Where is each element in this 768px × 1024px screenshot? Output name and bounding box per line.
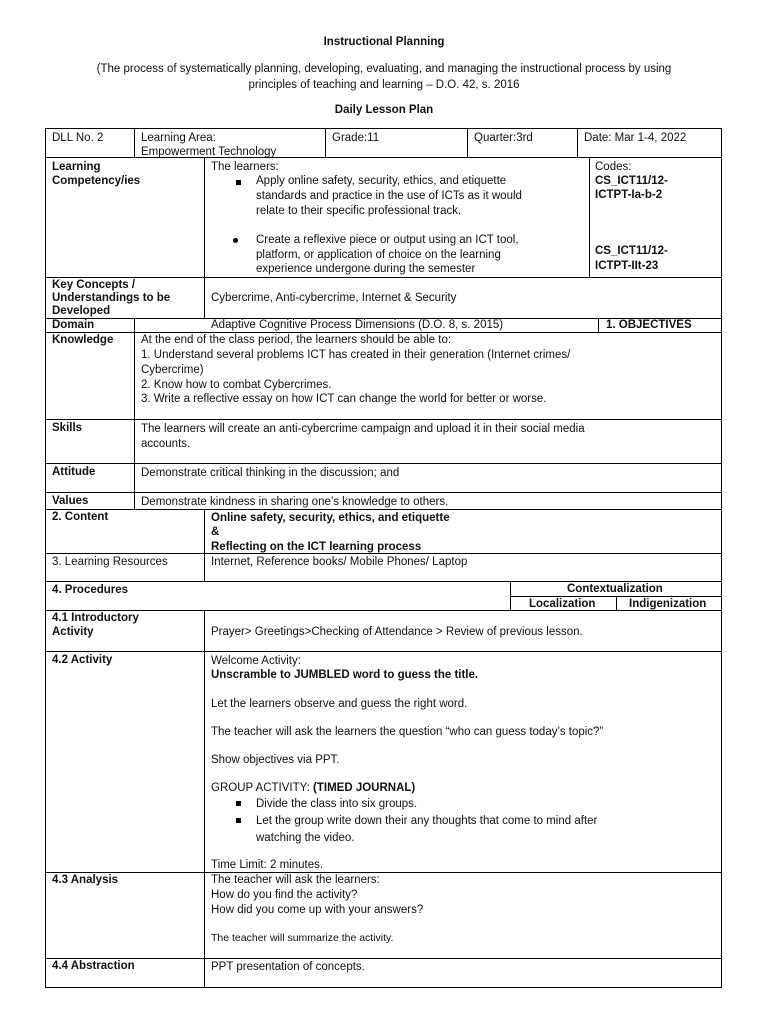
analysis-line1: The teacher will ask the learners: (211, 874, 380, 886)
intro-activity-value: Prayer> Greetings>Checking of Attendance > Review of previous lesson. (211, 626, 583, 638)
competency-item1-line2: standards and practice in the use of ICTs as it would (256, 190, 522, 202)
competency-item2-line2: platform, or application of choice on the learning (256, 249, 501, 261)
objectives-label: 1. OBJECTIVES (606, 319, 692, 331)
key-concepts-label-line1: Key Concepts / (52, 279, 136, 291)
competency-item1-line1: Apply online safety, security, ethics, and etiquette (256, 175, 507, 187)
analysis-label: 4.3 Analysis (52, 874, 119, 886)
localization-header: Localization (529, 598, 596, 610)
learning-area-value: Empowerment Technology (141, 146, 277, 158)
learning-area-label: Learning Area: (141, 132, 216, 144)
content-line3: Reflecting on the ICT learning process (211, 541, 422, 553)
doc-description-line2: principles of teaching and learning – D.O. 42, s. 2016 (248, 79, 520, 91)
activity-bullet1: Divide the class into six groups. (256, 798, 418, 810)
activity-time-limit: Time Limit: 2 minutes. (211, 859, 324, 871)
skills-line2: accounts. (141, 438, 191, 450)
intro-activity-label-line1: 4.1 Introductory (52, 612, 139, 624)
analysis-line4: The teacher will summarize the activity. (211, 932, 394, 944)
knowledge-label: Knowledge (52, 334, 114, 346)
knowledge-line3: Cybercrime) (141, 364, 204, 376)
knowledge-line4: 2. Know how to combat Cybercrimes. (141, 379, 332, 391)
content-label: 2. Content (52, 511, 109, 523)
activity-line2: Unscramble to JUMBLED word to guess the title. (211, 669, 479, 681)
activity-line1: Welcome Activity: (211, 655, 301, 667)
activity-bullet2-line2: watching the video. (256, 832, 355, 844)
activity-line3: Let the learners observe and guess the right word. (211, 698, 468, 710)
attitude-value: Demonstrate critical thinking in the discussion; and (141, 467, 400, 479)
skills-label: Skills (52, 422, 83, 434)
abstraction-value: PPT presentation of concepts. (211, 961, 365, 973)
activity-bullet2-line1: Let the group write down their any thoughts that come to mind after (256, 815, 598, 827)
values-value: Demonstrate kindness in sharing one’s knowledge to others. (141, 496, 449, 508)
content-line2: & (211, 526, 220, 538)
resources-value: Internet, Reference books/ Mobile Phones/ Laptop (211, 556, 468, 568)
attitude-label: Attitude (52, 466, 96, 478)
contextualization-header: Contextualization (567, 583, 663, 595)
content-line1: Online safety, security, ethics, and etiquette (211, 512, 450, 524)
plan-title: Daily Lesson Plan (334, 104, 434, 116)
square-bullet-icon (236, 818, 241, 823)
domain-dimensions: Adaptive Cognitive Process Dimensions (D.O. 8, s. 2015) (211, 319, 504, 331)
code1-line2: ICTPT-Ia-b-2 (595, 189, 663, 201)
group-activity-label: GROUP ACTIVITY: (TIMED JOURNAL) (211, 782, 416, 794)
competency-item1-line3: relate to their specific professional track. (256, 205, 462, 217)
code2-line2: ICTPT-IIt-23 (595, 260, 659, 272)
square-bullet-icon (236, 801, 241, 806)
domain-label: Domain (52, 319, 95, 331)
knowledge-line5: 3. Write a reflective essay on how ICT can change the world for better or worse. (141, 393, 547, 405)
analysis-line3: How did you come up with your answers? (211, 904, 424, 916)
knowledge-line2: 1. Understand several problems ICT has created in their generation (Internet crimes/ (141, 349, 571, 361)
doc-description-line1: (The process of systematically planning, developing, evaluating, and managing the instructional process by using (96, 63, 672, 75)
code2-line1: CS_ICT11/12- (595, 245, 668, 257)
activity-line4: The teacher will ask the learners the question “who can guess today’s topic?” (211, 726, 604, 738)
competency-item2-line3: experience undergone during the semester (256, 263, 476, 275)
doc-title: Instructional Planning (323, 36, 445, 48)
abstraction-label: 4.4 Abstraction (52, 960, 135, 972)
skills-line1: The learners will create an anti-cybercrime campaign and upload it in their social media (141, 423, 585, 435)
intro-activity-label-line2: Activity (52, 626, 94, 638)
round-bullet-icon (233, 238, 238, 243)
competency-intro: The learners: (211, 161, 279, 173)
competency-item2-line1: Create a reflexive piece or output using an ICT tool, (256, 234, 519, 246)
competency-label-line1: Learning (52, 161, 101, 173)
activity-label: 4.2 Activity (52, 654, 113, 666)
codes-label: Codes: (595, 161, 632, 173)
indigenization-header: Indigenization (629, 598, 707, 610)
code1-line1: CS_ICT11/12- (595, 175, 668, 187)
analysis-line2: How do you find the activity? (211, 889, 358, 901)
competency-label-line2: Competency/ies (52, 175, 141, 187)
date: Date: Mar 1-4, 2022 (584, 132, 687, 144)
activity-line5: Show objectives via PPT. (211, 754, 340, 766)
values-label: Values (52, 495, 89, 507)
square-bullet-icon (236, 180, 241, 185)
grade: Grade:11 (332, 132, 380, 144)
knowledge-line1: At the end of the class period, the learners should be able to: (141, 334, 452, 346)
key-concepts-value: Cybercrime, Anti-cybercrime, Internet & Security (211, 292, 457, 304)
key-concepts-label-line3: Developed (52, 305, 111, 317)
key-concepts-label-line2: Understandings to be (52, 292, 171, 304)
quarter: Quarter:3rd (474, 132, 533, 144)
procedures-label: 4. Procedures (52, 584, 129, 596)
dll-number: DLL No. 2 (52, 132, 104, 144)
resources-label: 3. Learning Resources (52, 556, 168, 568)
